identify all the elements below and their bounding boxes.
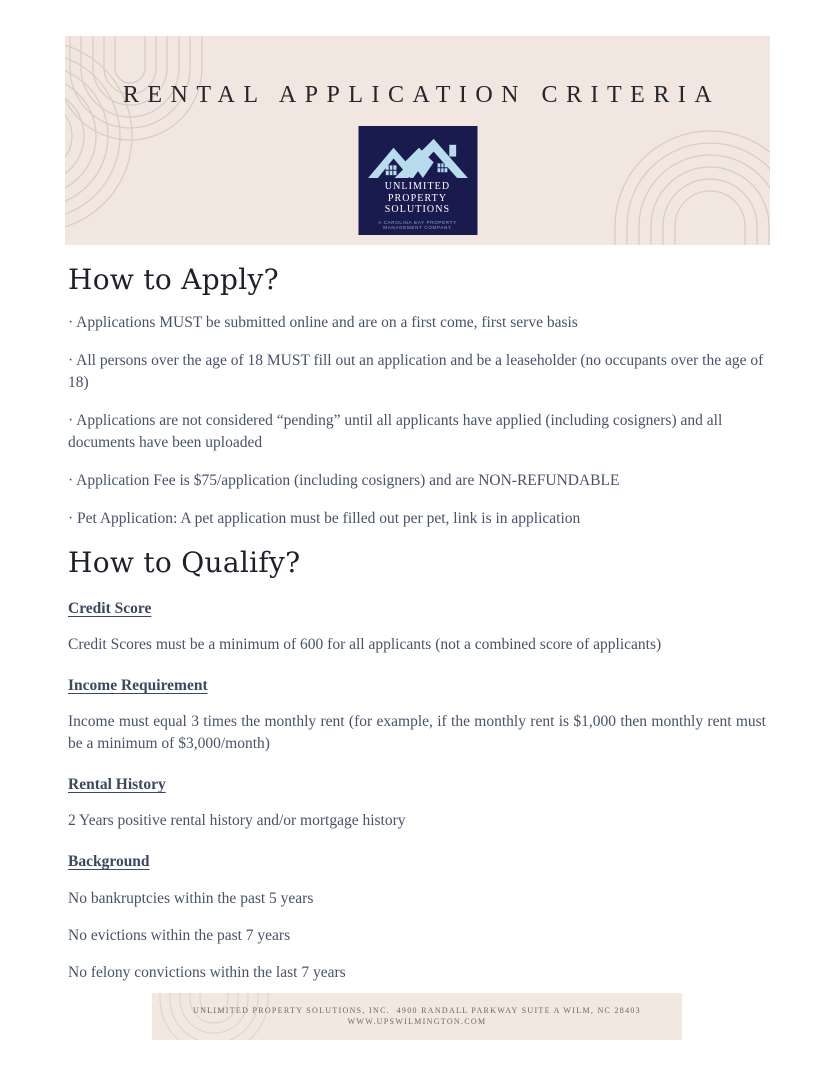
footer-address: UNLIMITED PROPERTY SOLUTIONS, INC. 4900 RANDALL PARKWAY SUITE A WILM, NC 28403: [193, 1006, 641, 1015]
footer-text: [152, 993, 682, 1027]
logo-name-line: PROPERTY: [387, 192, 448, 204]
page-title: RENTAL APPLICATION CRITERIA: [122, 82, 721, 108]
logo-name-line: SOLUTIONS: [384, 204, 451, 215]
income-requirement-label: Income Requirement: [68, 677, 208, 694]
background-label: Background: [68, 853, 150, 870]
background-item: No evictions within the past 7 years: [68, 927, 291, 944]
logo-tagline-line: A CAROLINA BAY PROPERTY: [378, 219, 457, 225]
credit-score-text: Credit Scores must be a minimum of 600 for all applicants (not a combined score of applicants): [68, 636, 662, 653]
how-to-qualify-heading: How to Qualify?: [68, 546, 301, 579]
credit-score-label: Credit Score: [68, 600, 152, 617]
rental-history-text: 2 Years positive rental history and/or mortgage history: [68, 812, 406, 829]
apply-bullet: · Applications are not considered “pending” until all applicants have applied (including cosigners) and all documents have been uploaded: [68, 412, 723, 451]
background-item: No bankruptcies within the past 5 years: [68, 890, 314, 907]
apply-bullet: · All persons over the age of 18 MUST fill out an application and be a leaseholder (no occupants over the age of 18): [68, 352, 764, 391]
footer-website: WWW.UPSWILMINGTON.COM: [347, 1017, 487, 1026]
how-to-apply-heading: How to Apply?: [68, 263, 279, 296]
apply-bullet: · Application Fee is $75/application (including cosigners) and are NON-REFUNDABLE: [68, 472, 620, 489]
background-item: No felony convictions within the last 7 years: [68, 964, 346, 981]
rental-history-label: Rental History: [68, 776, 166, 793]
logo-tagline: [358, 220, 477, 231]
header-banner: [65, 36, 770, 245]
apply-bullet: · Applications MUST be submitted online and are on a first come, first serve basis: [68, 314, 578, 331]
house-roof-icon: [366, 135, 469, 180]
logo-company-name: [358, 181, 477, 216]
income-requirement-text: Income must equal 3 times the monthly rent (for example, if the monthly rent is $1,000 then monthly rent must be a minimum of $3,000/month): [68, 713, 766, 752]
logo-name-line: UNLIMITED: [384, 181, 451, 192]
footer-bar: [152, 993, 682, 1040]
apply-bullet-list: [68, 312, 766, 530]
document-body: [68, 245, 766, 984]
apply-bullet: · Pet Application: A pet application must be filled out per pet, link is in application: [68, 510, 581, 527]
logo-tagline-line: MANAGEMENT COMPANY: [383, 225, 452, 230]
company-logo: [358, 126, 477, 235]
